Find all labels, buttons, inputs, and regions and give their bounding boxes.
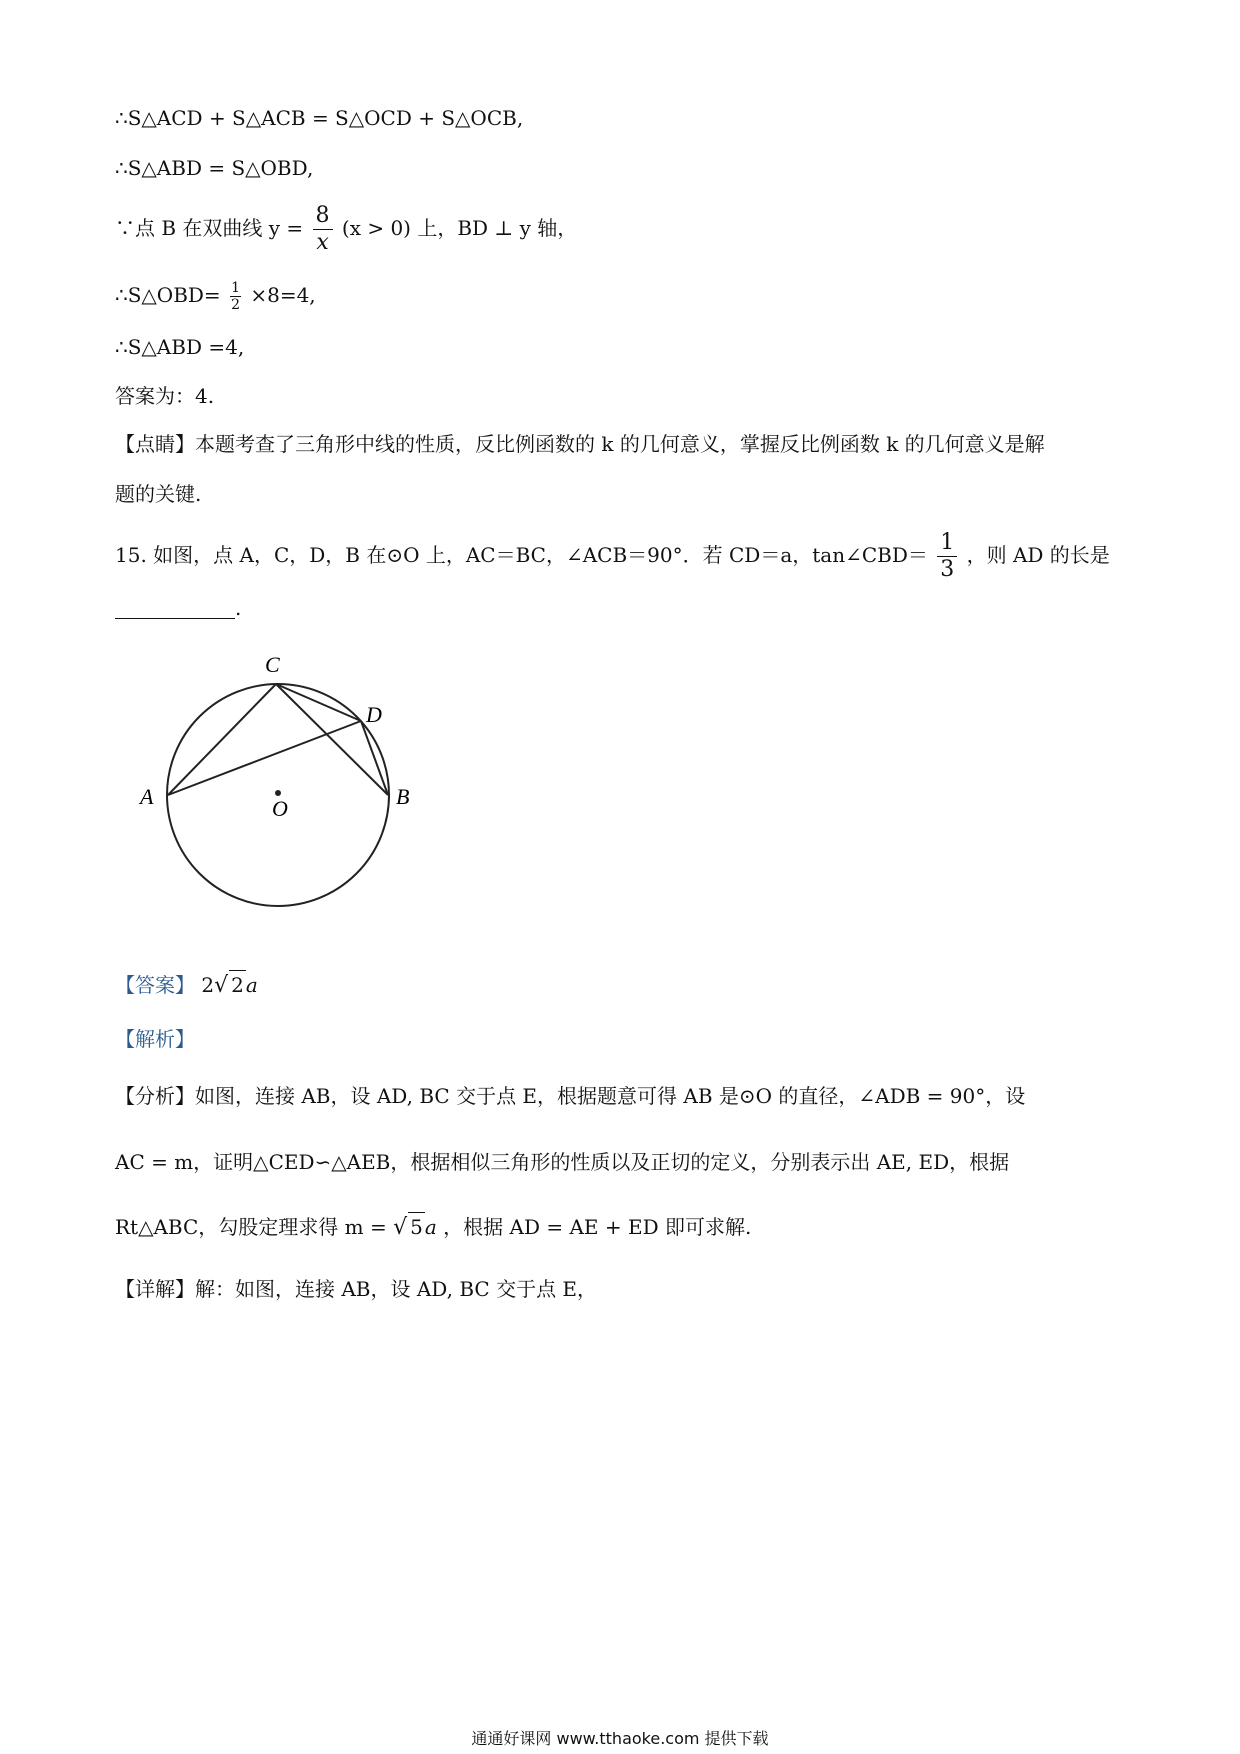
hyperbola-numerator: 8	[313, 203, 333, 230]
line-hyperbola	[115, 203, 577, 256]
answer-section	[115, 970, 258, 1000]
line-area-abd: ∴S△ABD =4,	[115, 335, 245, 359]
segment-ad	[168, 721, 361, 795]
analysis-var: a	[424, 1215, 437, 1239]
question-text-post: ，则 AD 的长是	[966, 543, 1110, 567]
tan-numerator: 1	[937, 530, 957, 557]
footer: 通通好课网 www.tthaoke.com 提供下载	[471, 1729, 769, 1748]
circle-diagram	[120, 645, 440, 930]
hyperbola-text-pre: ∵点 B 在双曲线 y =	[115, 216, 304, 240]
area-obd-post: ×8=4,	[250, 283, 316, 307]
label-b: B	[396, 784, 410, 809]
sqrt-sign-2: √	[393, 1215, 408, 1240]
sqrt-sign: √	[214, 973, 229, 998]
label-a: A	[140, 784, 154, 809]
analysis-line-3-post: ，根据 AD = AE + ED 即可求解.	[443, 1215, 752, 1239]
half-denominator: 2	[231, 297, 240, 313]
answer-blank	[115, 596, 235, 619]
tan-fraction	[937, 530, 957, 583]
comment-line-2: 题的关键.	[115, 482, 202, 506]
label-c: C	[265, 652, 280, 677]
answer-radicand: 2	[229, 970, 246, 999]
answer-coef: 2	[201, 973, 215, 997]
tan-denominator: 3	[940, 557, 955, 582]
detail-line: 【详解】解：如图，连接 AB，设 AD, BC 交于点 E，	[115, 1277, 598, 1301]
segment-cb	[276, 684, 388, 795]
answer-tag: 【答案】	[115, 973, 195, 997]
line-area-equal: ∴S△ABD = S△OBD,	[115, 156, 314, 180]
analysis-line-2: AC = m，证明△CED∽△AEB，根据相似三角形的性质以及正切的定义，分别表示出 AE, ED，根据	[115, 1150, 1010, 1174]
question-15	[115, 530, 1110, 583]
analysis-line-3	[115, 1212, 751, 1242]
analysis-line-1: 【分析】如图，连接 AB，设 AD, BC 交于点 E，根据题意可得 AB 是⊙O 的直径，∠ADB = 90°，设	[115, 1084, 1026, 1108]
answer-var: a	[245, 973, 258, 997]
hyperbola-fraction	[313, 203, 333, 256]
hyperbola-denominator: x	[316, 230, 329, 255]
answer-value	[201, 973, 257, 997]
line-area-obd	[115, 280, 316, 313]
half-numerator: 1	[231, 280, 240, 296]
label-d: D	[366, 702, 382, 727]
answer-line: 答案为：4.	[115, 384, 215, 408]
half-fraction	[230, 280, 241, 313]
question-text-pre: 15. 如图，点 A，C，D，B 在⊙O 上，AC＝BC，∠ACB＝90°．若 CD＝a，tan∠CBD＝	[115, 543, 928, 567]
comment-line-1: 【点睛】本题考查了三角形中线的性质，反比例函数的 k 的几何意义，掌握反比例函数 k 的几何意义是解	[115, 432, 1045, 456]
answer-blank-period: .	[235, 596, 242, 620]
line-area-sum: ∴S△ACD + S△ACB = S△OCD + S△OCB,	[115, 106, 524, 130]
segment-ac	[168, 684, 276, 795]
analysis-line-3-pre: Rt△ABC，勾股定理求得 m =	[115, 1215, 387, 1239]
analysis-tag: 【解析】	[115, 1027, 195, 1051]
answer-blank-line	[115, 594, 241, 622]
analysis-radicand: 5	[408, 1212, 425, 1241]
segment-db	[361, 721, 388, 795]
area-obd-pre: ∴S△OBD=	[115, 283, 221, 307]
label-o: O	[272, 796, 288, 821]
hyperbola-text-post: (x > 0) 上，BD ⊥ y 轴，	[341, 216, 578, 240]
segment-cd	[276, 684, 361, 721]
